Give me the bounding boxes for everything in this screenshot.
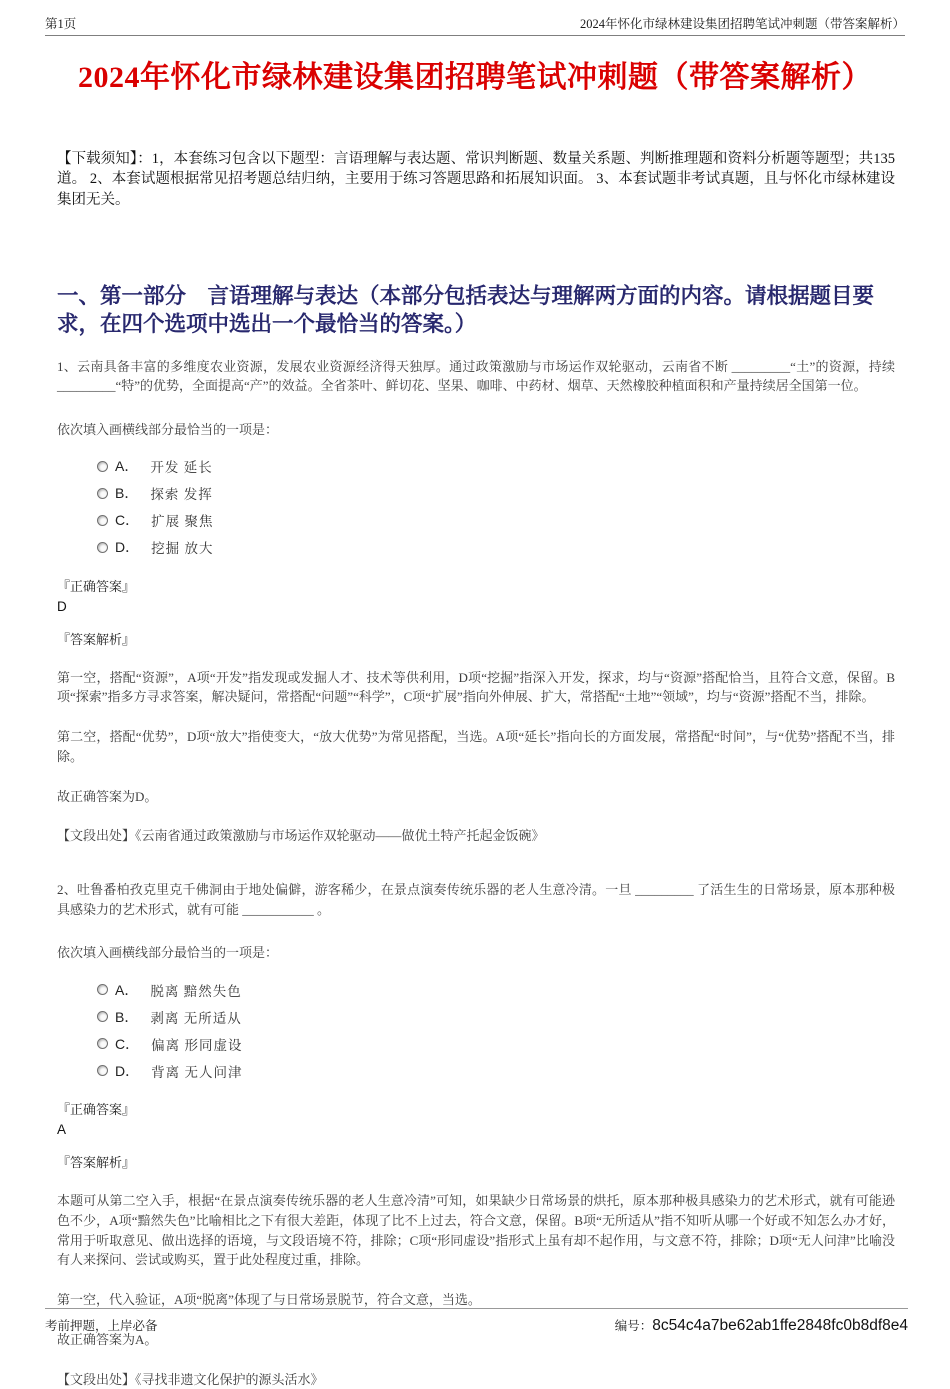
option-text: 背离 无人问津 [151, 1064, 243, 1080]
question-1-stem: 1、云南具备丰富的多维度农业资源，发展农业资源经济得天独厚。通过政策激励与市场运作双轮驱动，云南省不断 _________“土”的资源，持续 _________“特”的优势，全面提高“产”的效益。全省茶叶、鲜切花、坚果、咖啡、中药材、烟草、天然橡胶种植面积和产量持续居全国第一位。 [57, 358, 895, 394]
page-footer [45, 1308, 908, 1335]
correct-answer-label: 『正确答案』 [57, 1102, 136, 1118]
option-letter: A． [115, 458, 139, 475]
source-reference: 【文段出处】《云南省通过政策激励与市场运作双轮驱动——做优土特产托起金饭碗》 [57, 828, 545, 844]
question-1-option-b[interactable] [97, 480, 905, 507]
radio-button-icon[interactable] [97, 542, 108, 553]
question-2-option-a[interactable] [97, 976, 905, 1003]
analysis-label: 『答案解析』 [57, 1155, 136, 1171]
option-text: 挖掘 放大 [151, 541, 214, 557]
option-letter: B． [115, 485, 139, 502]
option-text: 探索 发挥 [150, 487, 213, 503]
question-2-options [97, 976, 905, 1084]
option-letter: C． [115, 512, 140, 529]
analysis-paragraph: 第一空，搭配“资源”，A项“开发”指发现或发掘人才、技术等供利用，D项“挖掘”指深入开发，探求，均与“资源”搭配恰当，且符合文意，保留。B项“探索”指多方寻求答案，解决疑问，常搭配“问题”“科学”，C项“扩展”指向外伸展、扩大，常搭配“土地”“领域”，均与“资源”搭配不当，排除。 [57, 669, 895, 705]
correct-answer-value: D [57, 598, 67, 614]
option-letter: D． [115, 1062, 140, 1079]
serial-number: 8c54c4a7be62ab1ffe2848fc0b8df8e4 [652, 1317, 908, 1334]
radio-button-icon[interactable] [97, 1038, 108, 1049]
option-text: 脱离 黯然失色 [150, 983, 242, 999]
analysis-conclusion: 故正确答案为A。 [57, 1331, 158, 1347]
option-text: 剥离 无所适从 [150, 1010, 242, 1026]
serial-label: 编号： [614, 1319, 653, 1333]
radio-button-icon[interactable] [97, 1065, 108, 1076]
question-1-option-d[interactable] [97, 534, 905, 561]
radio-button-icon[interactable] [97, 1011, 108, 1022]
page-number: 第1页 [45, 17, 77, 31]
analysis-paragraph: 第一空，代入验证，A项“脱离”体现了与日常场景脱节，符合文意，当选。 [57, 1292, 481, 1308]
section-heading: 一、第一部分 言语理解与表达（本部分包括表达与理解两方面的内容。请根据题目要求，在四个选项中选出一个最恰当的答案。） [57, 283, 875, 337]
source-reference: 【文段出处】《寻找非遗文化保护的源头活水》 [57, 1371, 324, 1387]
option-text: 开发 延长 [150, 460, 213, 476]
option-letter: A． [115, 981, 139, 998]
footer-slogan: 考前押题，上岸必备 [45, 1319, 158, 1333]
question-1 [45, 357, 905, 847]
download-notice: 【下载须知】：1，本套练习包含以下题型：言语理解与表达题、常识判断题、数量关系题、判断推理题和资料分析题等题型；共135道。 2、本套试题根据常见招考题总结归纳，主要用于练习答题思路和拓展知识面。 3、本套试题非考试真题，且与怀化市绿林建设集团无关。 [57, 151, 895, 208]
radio-button-icon[interactable] [97, 515, 108, 526]
correct-answer-value: A [57, 1122, 67, 1138]
correct-answer-label: 『正确答案』 [57, 578, 136, 594]
question-2-option-c[interactable] [97, 1030, 905, 1057]
option-text: 偏离 形同虚设 [151, 1037, 243, 1053]
option-letter: D． [115, 539, 140, 556]
question-1-option-c[interactable] [97, 507, 905, 534]
radio-button-icon[interactable] [97, 984, 108, 995]
option-letter: C． [115, 1035, 140, 1052]
question-1-prompt: 依次填入画横线部分最恰当的一项是： [57, 421, 279, 437]
question-2-option-b[interactable] [97, 1003, 905, 1030]
page-header [45, 0, 905, 36]
option-letter: B． [115, 1008, 139, 1025]
question-1-options [97, 453, 905, 561]
question-2-option-d[interactable] [97, 1057, 905, 1084]
question-2-prompt: 依次填入画横线部分最恰当的一项是： [57, 945, 279, 961]
question-1-option-a[interactable] [97, 453, 905, 480]
radio-button-icon[interactable] [97, 488, 108, 499]
analysis-paragraph: 本题可从第二空入手，根据“在景点演奏传统乐器的老人生意冷清”可知，如果缺少日常场景的烘托，原本那种极具感染力的艺术形式，就有可能逊色不少，A项“黯然失色”比喻相比之下有很大差距，体现了比不上过去，符合文意，保留。B项“无所适从”指不知听从哪一个好或不知怎么办才好，常用于听取意见、做出选择的语境，与文段语境不符，排除；C项“形同虚设”指形式上虽有却不起作用，与文意不符，排除；D项“无人问津”比喻没有人来探问、尝试或购买，置于此处程度过重，排除。 [57, 1193, 895, 1268]
document-title: 2024年怀化市绿林建设集团招聘笔试冲刺题（带答案解析） [78, 61, 872, 94]
option-text: 扩展 聚焦 [151, 514, 214, 530]
header-doc-title: 2024年怀化市绿林建设集团招聘笔试冲刺题（带答案解析） [579, 17, 905, 31]
analysis-label: 『答案解析』 [57, 631, 136, 647]
radio-button-icon[interactable] [97, 461, 108, 472]
footer-serial [615, 1316, 908, 1335]
question-2-stem: 2、吐鲁番柏孜克里克千佛洞由于地处偏僻，游客稀少，在景点演奏传统乐器的老人生意冷清。一旦 _________ 了活生生的日常场景，原本那种极具感染力的艺术形式，就有可能 ___________ 。 [57, 882, 895, 917]
analysis-paragraph: 第二空，搭配“优势”，D项“放大”指使变大，“放大优势”为常见搭配，当选。A项“延长”指向长的方面发展，常搭配“时间”，与“优势”搭配不当，排除。 [57, 729, 895, 764]
analysis-conclusion: 故正确答案为D。 [57, 788, 158, 804]
